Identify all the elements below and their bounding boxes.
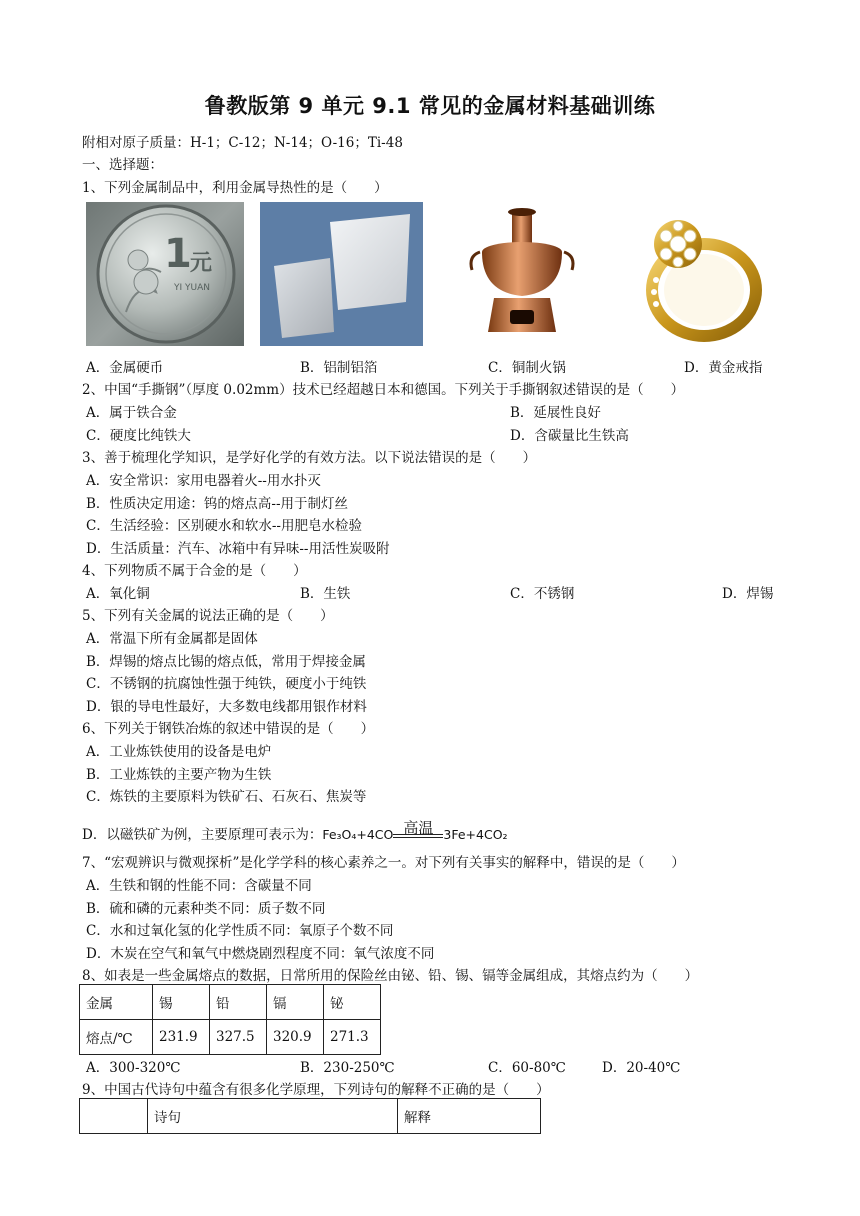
question-6-option-d (82, 818, 508, 843)
question-6-option-b: B．工业炼铁的主要产物为生铁 (86, 767, 272, 783)
question-2-option-a: A．属于铁合金 (86, 405, 177, 421)
copper-hotpot-icon (460, 202, 584, 346)
coin-image (86, 202, 244, 346)
svg-text:YI YUAN: YI YUAN (174, 283, 210, 293)
reaction-equal-line-top (393, 834, 443, 835)
question-7-stem: 7、“宏观辨识与微观探析”是化学学科的核心素养之一。对下列有关事实的解释中，错误的是（ ） (82, 855, 685, 871)
melting-point-table (79, 984, 381, 1055)
reaction-equation-left: Fe₃O₄+4CO (322, 827, 394, 842)
question-3-option-c: C．生活经验：区别硬水和软水--用肥皂水检验 (86, 518, 362, 534)
aluminum-foil-image (260, 202, 423, 346)
svg-text:1: 1 (164, 231, 192, 277)
atomic-mass-note: 附相对原子质量：H-1；C-12；N-14；O-16；Ti-48 (82, 135, 403, 151)
gold-ring-icon (628, 202, 768, 346)
table-row (80, 1020, 381, 1055)
table-cell: 解释 (398, 1099, 541, 1134)
question-8-stem: 8、如表是一些金属熔点的数据，日常所用的保险丝由铋、铅、锡、镉等金属组成，其熔点约为（ ） (82, 968, 699, 984)
question-5-option-b: B．焊锡的熔点比锡的熔点低，常用于焊接金属 (86, 654, 366, 670)
question-5-stem: 5、下列有关金属的说法正确的是（ ） (82, 608, 334, 624)
reaction-equal-line-bottom (393, 837, 443, 838)
question-1-option-b: B．铝制铝箔 (300, 360, 378, 376)
table-cell: 320.9 (267, 1020, 324, 1055)
question-4-option-c: C．不锈钢 (510, 586, 575, 602)
question-2-stem: 2、中国“手撕钢”（厚度 0.02mm）技术已经超越日本和德国。下列关于手撕钢叙述错误的是（ ） (82, 382, 685, 398)
table-row (80, 1099, 541, 1134)
question-4-stem: 4、下列物质不属于合金的是（ ） (82, 563, 307, 579)
question-3-option-b: B．性质决定用途：钨的熔点高--用于制灯丝 (86, 496, 349, 512)
table-cell (80, 1099, 148, 1134)
table-cell: 327.5 (210, 1020, 267, 1055)
table-cell: 熔点/℃ (80, 1020, 153, 1055)
question-2-option-d: D．含碳量比生铁高 (510, 428, 629, 444)
question-6-option-a: A．工业炼铁使用的设备是电炉 (86, 744, 272, 760)
coin-icon (86, 202, 244, 346)
question-7-option-c: C．水和过氧化氢的化学性质不同：氧原子个数不同 (86, 923, 394, 939)
reaction-equation-right: 3Fe+4CO₂ (443, 827, 508, 842)
question-3-stem: 3、善于梳理化学知识，是学好化学的有效方法。以下说法错误的是（ ） (82, 450, 537, 466)
aluminum-foil-icon (260, 202, 423, 346)
svg-text:元: 元 (190, 251, 213, 276)
question-6-option-c: C．炼铁的主要原料为铁矿石、石灰石、焦炭等 (86, 789, 367, 805)
question-9-stem: 9、中国古代诗句中蕴含有很多化学原理，下列诗句的解释不正确的是（ ） (82, 1082, 550, 1098)
question-1-stem: 1、下列金属制品中，利用金属导热性的是（ ） (82, 180, 388, 196)
section-heading: 一、选择题： (82, 157, 163, 173)
question-4-option-d: D．焊锡 (722, 586, 774, 602)
table-row (80, 985, 381, 1020)
table-cell: 锡 (153, 985, 210, 1020)
question-8-option-a: A．300-320℃ (86, 1060, 181, 1076)
question-6-stem: 6、下列关于钢铁冶炼的叙述中错误的是（ ） (82, 721, 375, 737)
question-1-option-c: C．铜制火锅 (488, 360, 566, 376)
page-title: 鲁教版第 9 单元 9.1 常见的金属材料基础训练 (204, 94, 656, 118)
reaction-condition (393, 818, 443, 843)
table-cell: 铋 (324, 985, 381, 1020)
question-8-option-c: C．60-80℃ (488, 1060, 566, 1076)
gold-ring-image (628, 202, 768, 346)
question-1-option-a: A．金属硬币 (86, 360, 164, 376)
question-7-option-b: B．硫和磷的元素种类不同：质子数不同 (86, 901, 326, 917)
table-cell: 诗句 (148, 1099, 398, 1134)
table-cell: 金属 (80, 985, 153, 1020)
question-1-option-d: D．黄金戒指 (684, 360, 763, 376)
table-cell: 铅 (210, 985, 267, 1020)
question-7-option-d: D．木炭在空气和氧气中燃烧剧烈程度不同：氧气浓度不同 (86, 946, 435, 962)
question-7-option-a: A．生铁和钢的性能不同：含碳量不同 (86, 878, 312, 894)
table-cell: 镉 (267, 985, 324, 1020)
table-cell: 231.9 (153, 1020, 210, 1055)
question-5-option-a: A．常温下所有金属都是固体 (86, 631, 258, 647)
question-5-option-c: C．不锈钢的抗腐蚀性强于纯铁，硬度小于纯铁 (86, 676, 367, 692)
question-2-option-b: B．延展性良好 (510, 405, 601, 421)
question-6-option-d-text: D．以磁铁矿为例，主要原理可表示为： (82, 827, 323, 843)
question-4-option-a: A．氧化铜 (86, 586, 150, 602)
table-cell: 271.3 (324, 1020, 381, 1055)
reaction-condition-label: 高温 (403, 818, 434, 837)
question-8-option-d: D．20-40℃ (602, 1060, 681, 1076)
question-3-option-a: A．安全常识：家用电器着火--用水扑灭 (86, 473, 321, 489)
question-4-option-b: B．生铁 (300, 586, 351, 602)
copper-hotpot-image (460, 202, 584, 346)
question-8-option-b: B．230-250℃ (300, 1060, 395, 1076)
poem-table (79, 1098, 541, 1134)
question-3-option-d: D．生活质量：汽车、冰箱中有异味--用活性炭吸附 (86, 541, 390, 557)
question-2-option-c: C．硬度比纯铁大 (86, 428, 191, 444)
question-5-option-d: D．银的导电性最好，大多数电线都用银作材料 (86, 699, 367, 715)
